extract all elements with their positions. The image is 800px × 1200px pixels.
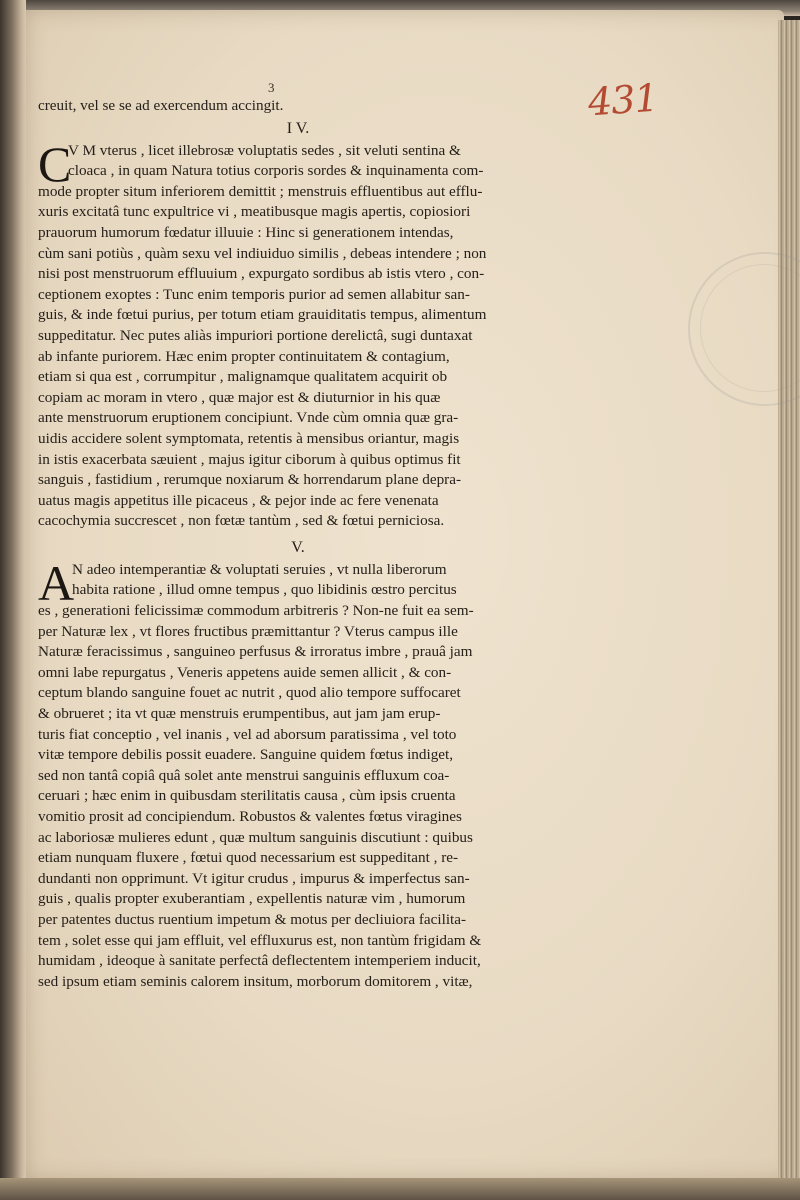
- text-line: ante menstruorum eruptionem concipiunt. Vnde cùm omnia quæ gra-: [38, 409, 459, 427]
- text-line: copiam ac moram in vtero , quæ major est & diuturnior in his quæ: [38, 388, 441, 406]
- text-line: guis , qualis propter exuberantiam , expellentis naturæ vim , humorum: [38, 890, 466, 908]
- text-line: omni labe repurgatus , Veneris appetens auide semen allicit , & con-: [38, 663, 452, 681]
- text-line: uidis accidere solent symptomata, retentis à mensibus oriantur, magis: [38, 429, 460, 447]
- text-line: sed ipsum etiam seminis calorem insitum, morborum domitorem , vitæ,: [38, 972, 473, 990]
- section-heading-iv: I V.: [286, 119, 310, 137]
- text-line: Naturæ feracissimus , sanguineo perfusus & irroratus imbre , prauâ jam: [38, 643, 473, 661]
- text-line: xuris excitatâ tunc expultrice vi , meatibusque magis apertis, copiosiori: [38, 203, 471, 221]
- text-line: dundanti non opprimunt. Vt igitur crudus , impurus & imperfectus san-: [38, 869, 470, 887]
- text-line: ceruari ; hæc enim in quibusdam sterilitatis causa , cùm ipsis cruenta: [38, 787, 456, 805]
- page-text: [38, 96, 548, 992]
- text-line: N adeo intemperantiæ & voluptati seruies , vt nulla liberorum: [72, 560, 447, 578]
- text-line: habita ratione , illud omne tempus , quo libidinis œstro percitus: [72, 581, 457, 599]
- text-line: cloaca , in quam Natura totius corporis sordes & inquinamenta com-: [68, 162, 484, 180]
- signature-mark: 3: [268, 80, 275, 95]
- text-line: turis fiat conceptio , vel inanis , vel ad aborsum paratissima , vel toto: [38, 725, 457, 743]
- text-line: mode propter situm inferiorem demittit ; menstruis effluentibus aut efflu-: [38, 182, 483, 200]
- text-line: ceptum blando sanguine fouet ac nutrit , quod alio tempore suffocaret: [38, 684, 461, 702]
- text-line: vitæ tempore debilis possit euadere. Sanguine quidem fœtus indiget,: [38, 746, 454, 764]
- text-line: etiam si qua est , corrumpitur , malignamque qualitatem acquirit ob: [38, 368, 448, 386]
- text-line: prauorum humorum fœdatur illuuie : Hinc si generationem intendas,: [38, 223, 454, 241]
- first-line: creuit, vel se se ad exercendum accingit.: [38, 97, 284, 114]
- dropcap-a: A: [38, 554, 75, 611]
- text-line: sanguis , fastidium , rerumque noxiarum & horrendarum plane depra-: [38, 471, 462, 489]
- text-line: in istis exacerbata sæuient , majus igitur ciborum à quibus optimus fit: [38, 450, 461, 468]
- text-line: & obrueret ; ita vt quæ menstruis erumpentibus, aut jam jam erup-: [38, 705, 441, 723]
- section-v: [38, 554, 548, 992]
- folio-number: 431: [586, 75, 659, 125]
- text-line: etiam nunquam fluxere , fœtui quod necessarium est suppeditant , re-: [38, 849, 459, 867]
- text-line: per patentes ductus ruentium impetum & motus per decliuiora facilita-: [38, 910, 467, 928]
- text-line: es , generationi felicissimæ commodum arbitreris ? Non-ne fuit ea sem-: [38, 602, 474, 620]
- text-line: vomitio prosit ad concipiendum. Robustos & valentes fœtus viragines: [38, 808, 462, 825]
- book-bottom-edge: [0, 1178, 800, 1200]
- text-line: ab infante puriorem. Hæc enim propter continuitatem & contagium,: [38, 347, 450, 365]
- text-line: cùm sani potiùs , quàm sexu vel indiuiduo similis , debeas intendere ; non: [38, 244, 487, 262]
- text-line: ceptionem exoptes : Tunc enim temporis purior ad semen allabitur san-: [38, 285, 470, 303]
- text-line: sed non tantâ copiâ quâ solet ante menstrui sanguinis effluxum coa-: [38, 766, 450, 784]
- section-iv: [38, 135, 548, 532]
- section-v-body: [38, 554, 548, 992]
- text-line: guis, & inde fœtui purius, per totum etiam grauiditatis tempus, alimentum: [38, 306, 487, 324]
- text-line: suppeditatur. Nec putes aliàs impuriori portione derelictâ, sugi duntaxat: [38, 326, 473, 344]
- text-line: cacochymia succrescet , non fœtæ tantùm , sed & fœtui perniciosa.: [38, 512, 445, 530]
- text-line: uatus magis appetitus ille picaceus , & pejor inde ac fere venenata: [38, 491, 439, 509]
- text-line: tem , solet esse qui jam effluit, vel effluxurus est, non tantùm frigidam &: [38, 931, 482, 949]
- section-heading-v: V.: [291, 538, 305, 556]
- text-line: V M vterus , licet illebrosæ voluptatis sedes , sit veluti sentina &: [68, 141, 461, 159]
- text-line: nisi post menstruorum effluuium , expurgato sordibus ab istis vtero , con-: [38, 265, 485, 283]
- text-line: humidam , ideoque à sanitate perfectâ deflectentem intemperiem inducit,: [38, 952, 481, 970]
- text-line: per Naturæ lex , vt flores fructibus præmittantur ? Vterus campus ille: [38, 622, 458, 640]
- page-edges: [778, 20, 800, 1185]
- section-iv-body: [38, 135, 548, 532]
- book-binding: [0, 0, 26, 1200]
- dropcap-c: C: [38, 135, 72, 192]
- text-line: ac laboriosæ mulieres edunt , quæ multum sanguinis discutiunt : quibus: [38, 828, 473, 846]
